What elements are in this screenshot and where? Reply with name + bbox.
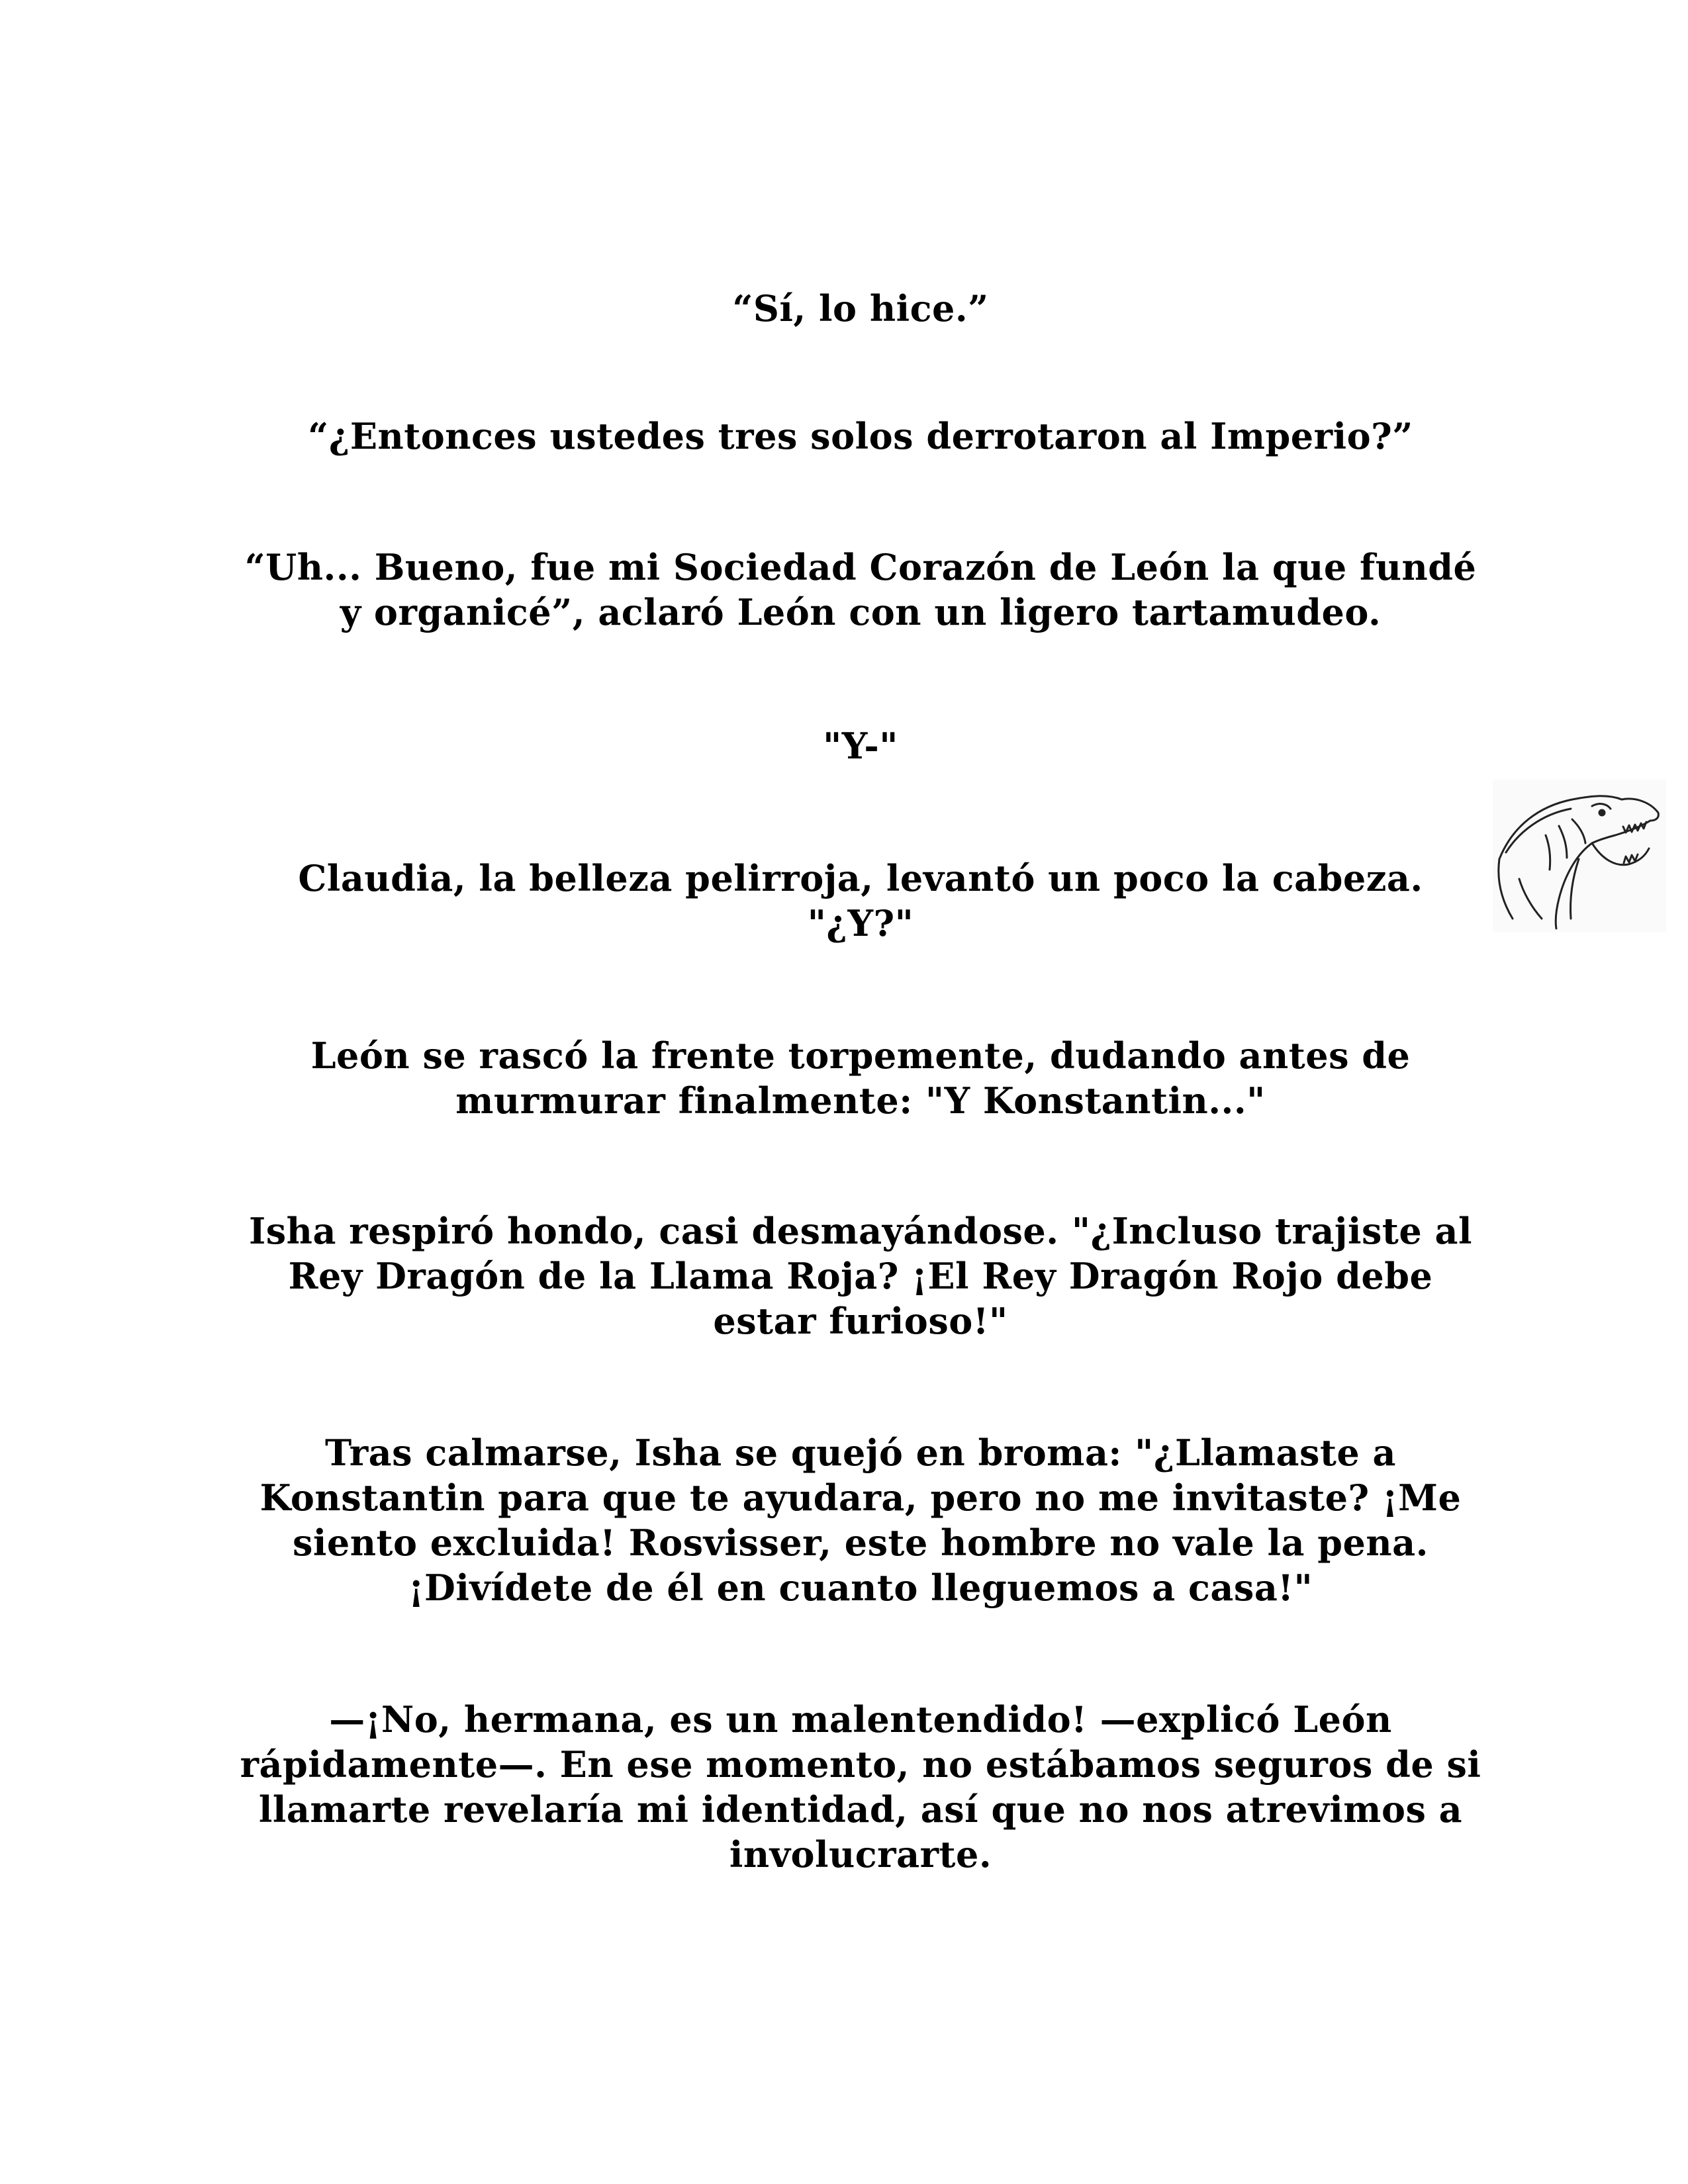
dinosaur-head-sketch-icon: [1493, 780, 1666, 932]
paragraph-9: [225, 1697, 1496, 1877]
paragraph-line: “Sí, lo hice.”: [732, 287, 989, 330]
paragraph-line: León se rascó la frente torpemente, dudando antes de: [310, 1034, 1411, 1077]
paragraph-5: [225, 856, 1496, 946]
paragraph-line: “Uh... Bueno, fue mi Sociedad Corazón de León la que fundé: [244, 546, 1477, 588]
paragraph-line: siento excluida! Rosvisser, este hombre no vale la pena.: [293, 1522, 1429, 1564]
paragraph-line: Rey Dragón de la Llama Roja? ¡El Rey Dragón Rojo debe: [288, 1255, 1433, 1297]
paragraph-2: [225, 414, 1496, 459]
paragraph-line: estar furioso!": [713, 1300, 1008, 1342]
paragraph-3: [225, 545, 1496, 635]
paragraph-line: “¿Entonces ustedes tres solos derrotaron al Imperio?”: [308, 415, 1413, 457]
paragraph-line: rápidamente—. En ese momento, no estábamos seguros de si: [240, 1743, 1481, 1786]
paragraph-7: [225, 1208, 1496, 1343]
paragraph-line: involucrarte.: [729, 1833, 992, 1876]
paragraph-line: —¡No, hermana, es un malentendido! —explicó León: [329, 1698, 1392, 1741]
paragraph-line: llamarte revelaría mi identidad, así que no nos atrevimos a: [258, 1788, 1463, 1831]
paragraph-line: y organicé”, aclaró León con un ligero tartamudeo.: [340, 591, 1382, 633]
paragraph-line: Tras calmarse, Isha se quejó en broma: "¿Llamaste a: [324, 1432, 1397, 1474]
paragraph-line: Isha respiró hondo, casi desmayándose. "¿Incluso trajiste al: [249, 1210, 1472, 1252]
paragraph-6: [225, 1033, 1496, 1123]
paragraph-4: [225, 723, 1496, 768]
paragraph-8: [225, 1430, 1496, 1610]
paragraph-line: Konstantin para que te ayudara, pero no me invitaste? ¡Me: [259, 1477, 1462, 1519]
paragraph-line: "Y-": [823, 725, 898, 767]
paragraph-line: "¿Y?": [807, 902, 914, 944]
paragraph-1: [225, 286, 1496, 331]
paragraph-line: Claudia, la belleza pelirroja, levantó un poco la cabeza.: [298, 857, 1423, 899]
paragraph-line: ¡Divídete de él en cuanto lleguemos a casa!": [408, 1567, 1313, 1609]
paragraph-line: murmurar finalmente: "Y Konstantin...": [455, 1079, 1266, 1122]
